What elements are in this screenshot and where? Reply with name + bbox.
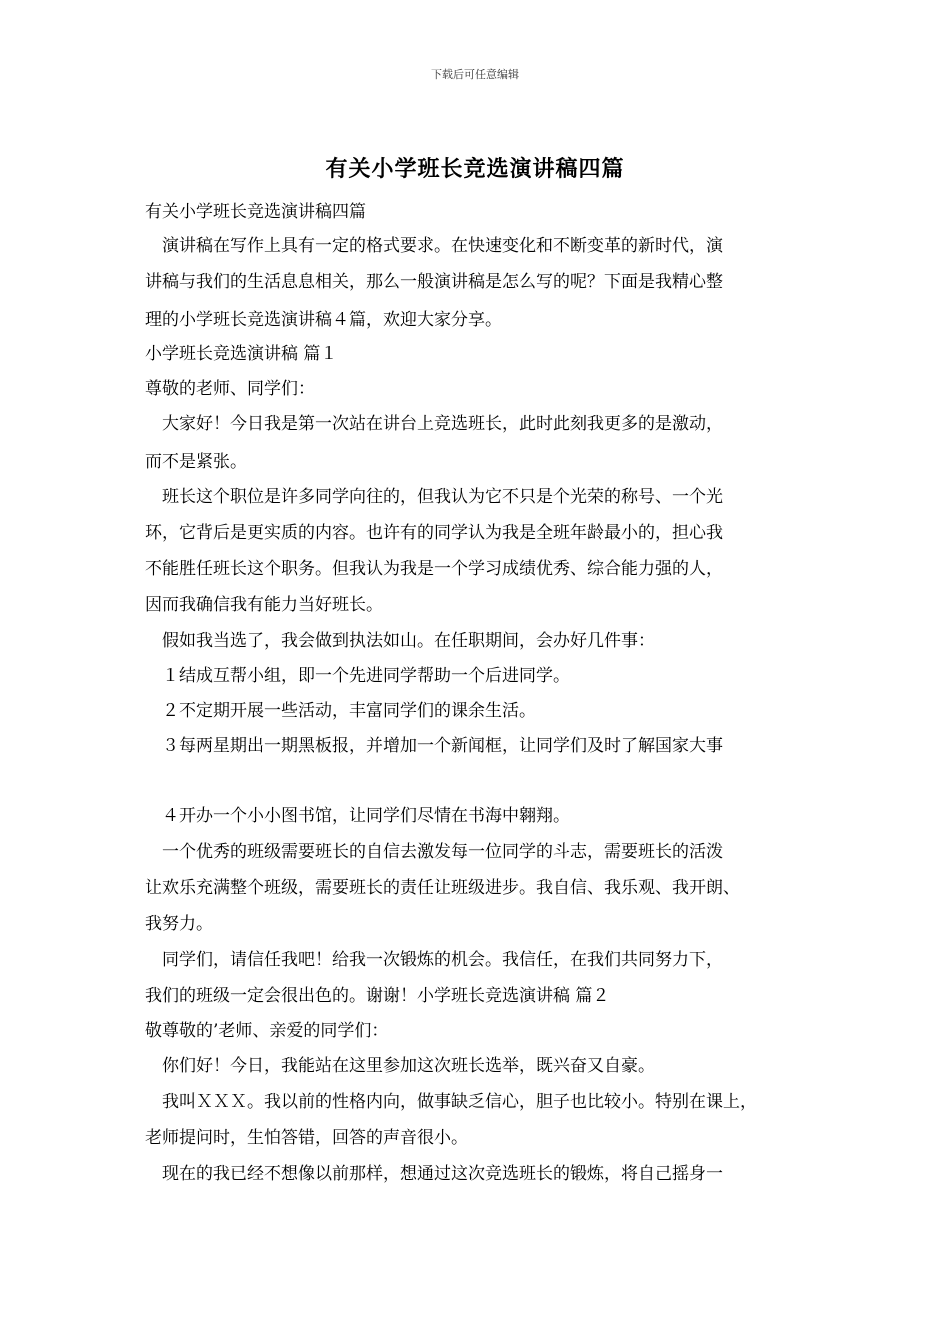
body-line: 班长这个职位是许多同学向往的，但我认为它不只是个光荣的称号、一个光 [145,487,723,507]
body-line: 大家好！今日我是第一次站在讲台上竞选班长，此时此刻我更多的是激动， [145,414,723,434]
body-line: 我努力。 [145,914,213,934]
body-line: 我叫ＸＸＸ。我以前的性格内向，做事缺乏信心，胆子也比较小。特别在课上， [145,1092,757,1112]
body-line: 假如我当选了，我会做到执法如山。在任职期间，会办好几件事： [145,631,655,651]
document-title: 有关小学班长竞选演讲稿四篇 [325,156,625,182]
body-line: ２不定期开展一些活动，丰富同学们的课余生活。 [145,701,536,721]
body-line: 讲稿与我们的生活息息相关，那么一般演讲稿是怎么写的呢？下面是我精心整 [145,272,723,292]
body-line: ３每两星期出一期黑板报，并增加一个新闻框，让同学们及时了解国家大事 [145,736,723,756]
body-line: 你们好！今日，我能站在这里参加这次班长选举，既兴奋又自豪。 [145,1056,655,1076]
body-line: 敬尊敬的’老师、亲爱的同学们： [145,1021,389,1041]
body-line: 老师提问时，生怕答错，回答的声音很小。 [145,1128,468,1148]
body-line: 而不是紧张。 [145,452,247,472]
body-line: 环，它背后是更实质的内容。也许有的同学认为我是全班年龄最小的，担心我 [145,523,723,543]
body-line: 让欢乐充满整个班级，需要班长的责任让班级进步。我自信、我乐观、我开朗、 [145,878,740,898]
body-line: 现在的我已经不想像以前那样，想通过这次竞选班长的锻炼，将自己摇身一 [145,1164,723,1184]
header-note: 下载后可任意编辑 [431,68,519,81]
body-line: ４开办一个小小图书馆，让同学们尽情在书海中翱翔。 [145,806,570,826]
body-line: 同学们，请信任我吧！给我一次锻炼的机会。我信任，在我们共同努力下， [145,950,723,970]
body-line: 我们的班级一定会很出色的。谢谢！小学班长竞选演讲稿 篇２ [145,986,610,1006]
body-line: 不能胜任班长这个职务。但我认为我是一个学习成绩优秀、综合能力强的人， [145,559,723,579]
body-line: 一个优秀的班级需要班长的自信去激发每一位同学的斗志，需要班长的活泼 [145,842,723,862]
body-line: 演讲稿在写作上具有一定的格式要求。在快速变化和不断变革的新时代，演 [145,236,723,256]
body-line: 有关小学班长竞选演讲稿四篇 [145,202,366,222]
body-line: 小学班长竞选演讲稿 篇１ [145,344,338,364]
body-line: １结成互帮小组，即一个先进同学帮助一个后进同学。 [145,666,570,686]
body-line: 理的小学班长竞选演讲稿４篇，欢迎大家分享。 [145,310,502,330]
body-line: 尊敬的老师、同学们： [145,379,315,399]
body-line: 因而我确信我有能力当好班长。 [145,595,383,615]
